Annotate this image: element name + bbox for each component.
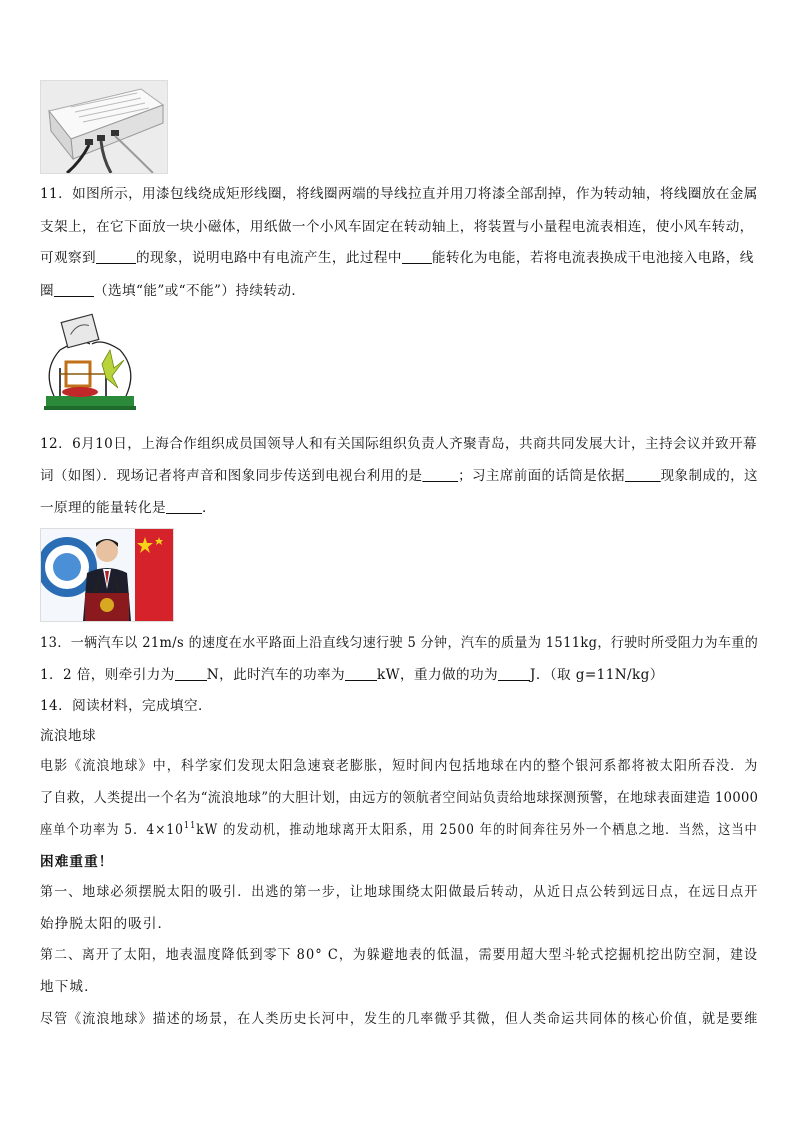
q14-passage-line-2: 了自救，人类提出一个名为“流浪地球”的大胆计划，由远方的领航者空间站负责给地球探测预警，在地球表面建造 10000 — [40, 790, 759, 806]
q13-text-2b: N，此时汽车的功率为 — [206, 667, 346, 683]
q13-text-2a: 1．2 倍，则牵引力为 — [40, 667, 175, 683]
q11-blank-2[interactable] — [402, 249, 432, 264]
q14-line-1: 14．阅读材料，完成填空． — [40, 698, 213, 714]
q14-passage-line-9: 尽管《流浪地球》描述的场景，在人类历史长河中，发生的几率微乎其微，但人类命运共同体的核心价值，就是要维 — [40, 1011, 759, 1027]
meeting-photo — [40, 528, 174, 622]
q13-text-2c: kW，重力做的功为 — [377, 667, 498, 683]
q11-text-3c: 能转化为电能，若将电流表换成干电池接入电路，线 — [431, 250, 754, 266]
q11-line-4 — [40, 282, 305, 300]
q11-line-3 — [40, 249, 754, 267]
q14-passage-line-8: 地下城． — [40, 979, 99, 995]
q12-blank-1[interactable] — [422, 467, 458, 482]
q14-passage-title: 流浪地球 — [40, 728, 96, 744]
q13-line-2 — [40, 666, 664, 684]
q12-line-3 — [40, 499, 216, 517]
q14-passage-line-5: 第一、地球必须摆脱太阳的吸引．出逃的第一步，让地球围绕太阳做最后转动，从近日点公转到远日点，在远日点开 — [40, 884, 759, 900]
q14-passage-line-7: 第二、离开了太阳，地表温度降低到零下 80° C，为躲避地表的低温，需要用超大型斗轮式挖掘机挖出防空洞，建设 — [40, 947, 759, 963]
q14-power-base: 座单个功率为 5．4×10 — [40, 822, 184, 838]
q13-line-1: 13．一辆汽车以 21m/s 的速度在水平路面上沿直线匀速行驶 5 分钟，汽车的质量为 1511kg，行驶时所受阻力为车重的 — [40, 635, 759, 651]
q12-text-2a: 词（如图）．现场记者将声音和图象同步传送到电视台利用的是 — [40, 468, 423, 484]
q14-passage-line-3 — [40, 821, 758, 839]
q12-text-2b: ；习主席前面的话筒是依据 — [458, 468, 625, 484]
q11-text-4b: （选填“能”或“不能”）持续转动． — [94, 283, 306, 299]
q11-blank-1[interactable] — [96, 249, 136, 264]
q11-blank-3[interactable] — [54, 282, 94, 297]
q11-text-3a: 可观察到 — [40, 250, 96, 266]
q13-blank-2[interactable] — [345, 666, 377, 681]
q12-text-3b: ． — [201, 500, 216, 516]
router-photo — [40, 80, 168, 174]
q13-text-2d: J．（取 g=11N/kg） — [530, 667, 664, 683]
q14-power-exponent: 11 — [183, 821, 197, 831]
q12-line-1: 12．6月10日，上海合作组织成员国领导人和有关国际组织负责人齐聚青岛，共商共同发展大计，主持会议并致开幕 — [40, 436, 757, 452]
q11-line-1: 11．如图所示，用漆包线绕成矩形线圈，将线圈两端的导线拉直并用刀将漆全部刮掉，作为转动轴，将线圈放在金属 — [40, 186, 758, 202]
q14-power-rest: kW 的发动机，推动地球离开太阳系，用 2500 年的时间奔往另外一个栖息之地．当然，这当中 — [196, 822, 758, 838]
q14-passage-line-4: 困难重重！ — [40, 854, 114, 870]
q14-passage-line-1: 电影《流浪地球》中，科学家们发现太阳急速衰老膨胀，短时间内包括地球在内的整个银河系都将被太阳所吞没．为 — [40, 758, 759, 774]
q12-text-3a: 一原理的能量转化是 — [40, 500, 166, 516]
q12-line-2 — [40, 467, 758, 485]
q12-blank-2[interactable] — [625, 467, 661, 482]
q11-text-3b: 的现象，说明电路中有电流产生，此过程中 — [135, 250, 402, 266]
q12-blank-3[interactable] — [166, 499, 202, 514]
q14-passage-line-6: 始挣脱太阳的吸引． — [40, 916, 173, 932]
q12-text-2c: 现象制成的，这 — [660, 468, 758, 484]
coil-circuit-diagram — [40, 310, 140, 418]
q13-blank-1[interactable] — [175, 666, 207, 681]
q11-line-2: 支架上，在它下面放一块小磁体，用纸做一个小风车固定在转动轴上，将装置与小量程电流表相连，使小风车转动， — [40, 219, 754, 235]
q11-text-4a: 圈 — [40, 283, 54, 299]
q13-blank-3[interactable] — [498, 666, 530, 681]
